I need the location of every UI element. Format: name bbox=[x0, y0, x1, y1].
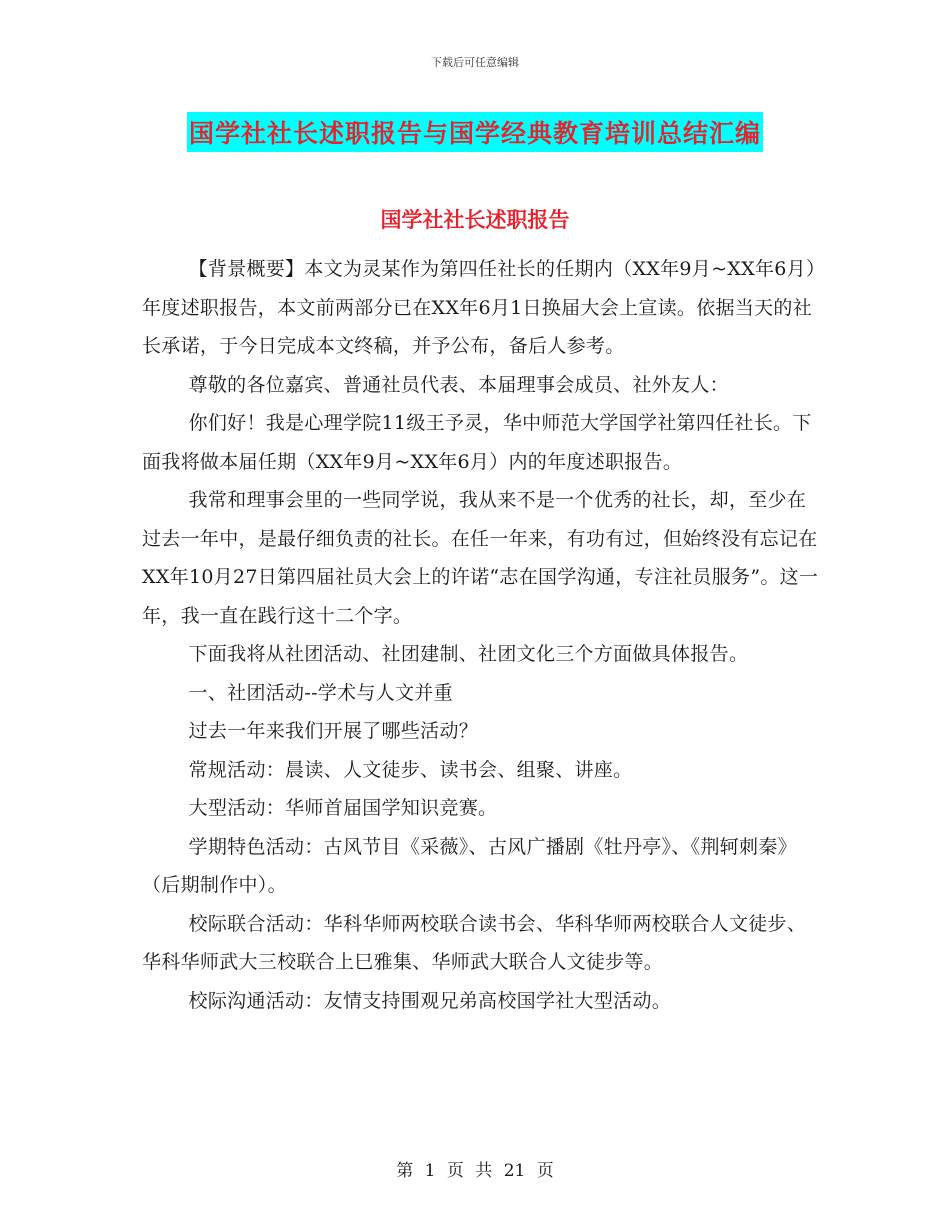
paragraph: 学期特色活动：古风节目《采薇》、古风广播剧《牡丹亭》、《荆轲刺秦》（后期制作中）。 bbox=[142, 835, 797, 896]
paragraph: 你们好！我是心理学院11级王予灵，华中师范大学国学社第四任社长。下面我将做本届任期（XX年9月~XX年6月）内的年度述职报告。 bbox=[142, 412, 812, 473]
paragraph: 大型活动：华师首届国学知识竞赛。 bbox=[188, 797, 498, 819]
paragraph: 一、社团活动--学术与人文并重 bbox=[188, 681, 453, 704]
paragraph: 尊敬的各位嘉宾、普通社员代表、本届理事会成员、社外友人： bbox=[188, 373, 729, 396]
document-body bbox=[142, 250, 822, 1020]
paragraph: 过去一年来我们开展了哪些活动？ bbox=[188, 720, 479, 742]
document-main-title bbox=[0, 112, 950, 152]
section-title: 国学社社长述职报告 bbox=[380, 208, 570, 232]
header-note: 下载后可任意编辑 bbox=[431, 56, 519, 69]
paragraph: 我常和理事会里的一些同学说，我从来不是一个优秀的社长，却，至少在过去一年中，是最仔细负责的社长。在任一年来，有功有过，但始终没有忘记在XX年10月27日第四届社员大会上的许诺“志在国学沟通，专注社员服务”。这一年，我一直在践行这十二个字。 bbox=[142, 489, 819, 627]
paragraph: 下面我将从社团活动、社团建制、社团文化三个方面做具体报告。 bbox=[188, 643, 749, 665]
paragraph: 常规活动：晨读、人文徒步、读书会、组聚、讲座。 bbox=[188, 758, 633, 781]
paragraph: 校际联合活动：华科华师两校联合读书会、华科华师两校联合人文徒步、华科华师武大三校联合上巳雅集、华师武大联合人文徒步等。 bbox=[142, 912, 807, 973]
paragraph: 校际沟通活动：友情支持围观兄弟高校国学社大型活动。 bbox=[188, 989, 672, 1012]
page-footer: 第 1 页 共 21 页 bbox=[396, 1161, 554, 1181]
paragraph: 【背景概要】本文为灵某作为第四任社长的任期内（XX年9月~XX年6月）年度述职报告，本文前两部分已在XX年6月1日换届大会上宣读。依据当天的社长承诺，于今日完成本文终稿，并予公布，备后人参考。 bbox=[142, 258, 816, 357]
main-title-text: 国学社社长述职报告与国学经典教育培训总结汇编 bbox=[187, 112, 763, 152]
